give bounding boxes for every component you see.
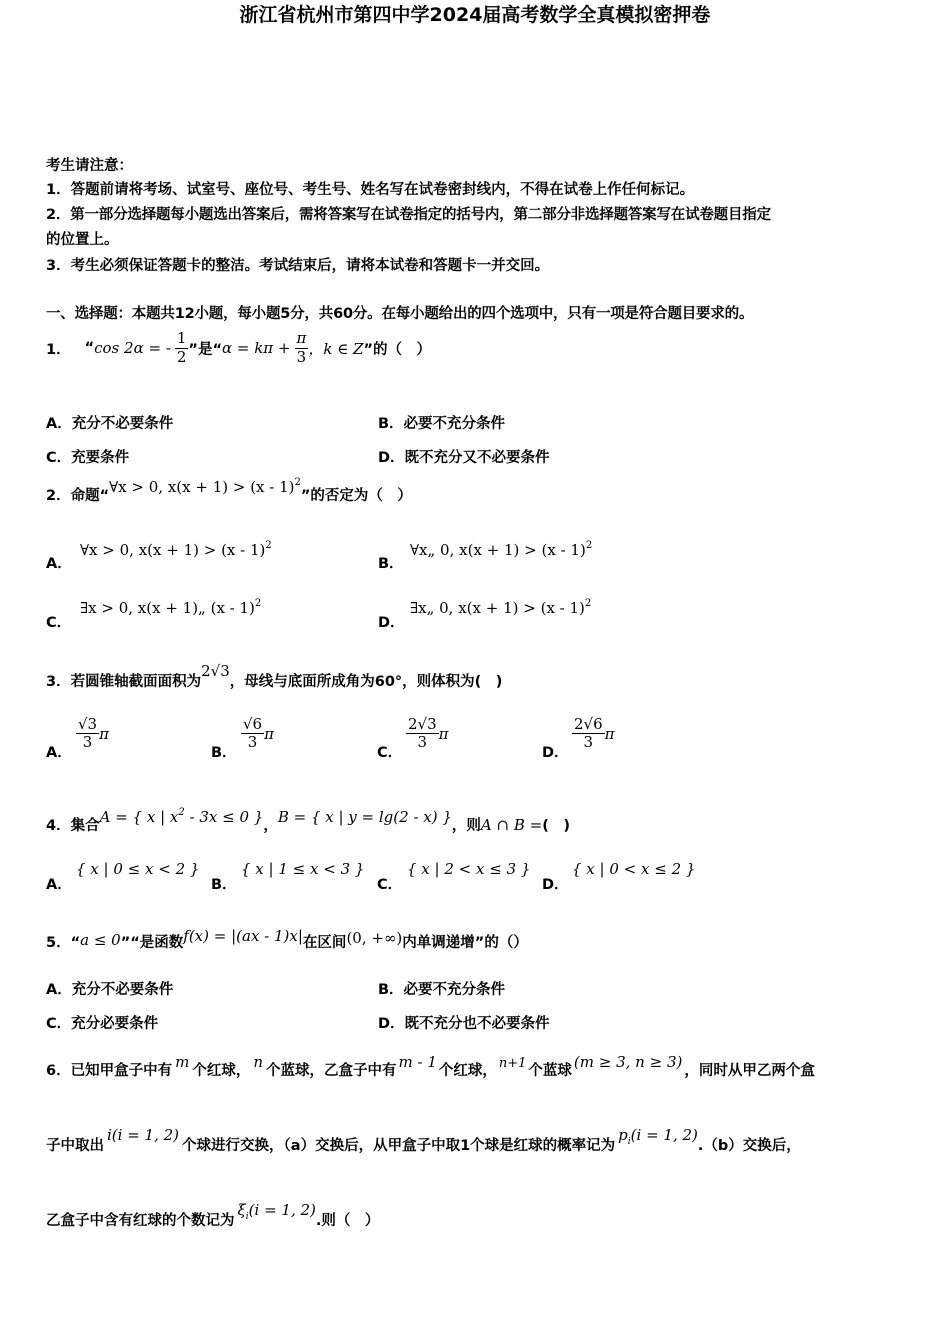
- q1-cos-denominator: 2: [176, 347, 187, 366]
- section-heading: 一、选择题：本题共12小题，每小题5分，共60分。在每小题给出的四个选项中，只有一项是符合题目要求的。: [46, 306, 754, 322]
- q3-option-b[interactable]: [241, 716, 274, 752]
- q6-n: n: [253, 1053, 263, 1071]
- q4-set-a: [100, 808, 264, 826]
- q5-option-d[interactable]: D．既不充分也不必要条件: [378, 1016, 550, 1032]
- q6-i-range: i(i = 1, 2): [107, 1126, 180, 1144]
- q1-cos-numerator: 1: [176, 329, 187, 348]
- q3-option-d-numerator: 2√6: [574, 715, 603, 733]
- q2-option-c[interactable]: [80, 598, 261, 617]
- q1-cos-expression: cos 2α = -: [94, 339, 171, 357]
- question-6-line-2: [46, 1126, 801, 1157]
- q2-stem-start: 2．命题“: [46, 488, 110, 504]
- q1-option-a[interactable]: A．充分不必要条件: [46, 416, 174, 432]
- q6-xi-i: [237, 1201, 316, 1222]
- q1-pi-numerator: π: [296, 329, 307, 348]
- q5-option-a[interactable]: A．充分不必要条件: [46, 982, 174, 998]
- q4-set-a-start: A = { x | x: [99, 808, 179, 826]
- q3-option-b-pi: π: [264, 724, 274, 743]
- q2-option-a-square: 2: [265, 540, 272, 551]
- q5-interval: (0, +∞): [346, 929, 403, 947]
- question-4: [46, 807, 570, 835]
- question-1: [46, 326, 431, 370]
- q6-xi-range: (i = 1, 2): [248, 1201, 316, 1219]
- notice-heading: 考生请注意：: [46, 158, 133, 174]
- q6-text-1: 6．已知甲盒子中有: [46, 1063, 173, 1079]
- q6-p-subscript: i: [627, 1137, 631, 1147]
- q6-text-7: 子中取出: [46, 1138, 104, 1154]
- q6-p-symbol: p: [618, 1126, 628, 1144]
- q4-option-d-label[interactable]: D．: [542, 877, 569, 893]
- q2-option-a-math: ∀x > 0, x(x + 1) > (x - 1): [80, 541, 266, 559]
- q2-option-b-math: ∀x„ 0, x(x + 1) > (x - 1): [410, 541, 586, 559]
- q6-p-range: (i = 1, 2): [630, 1126, 698, 1144]
- q6-text-5: 个蓝球: [528, 1063, 572, 1079]
- q3-option-d-label[interactable]: D．: [542, 745, 569, 761]
- q5-stem-start: 5．“: [46, 935, 81, 951]
- page-title: 浙江省杭州市第四中学2024届高考数学全真模拟密押卷: [239, 4, 711, 26]
- question-5: [46, 927, 528, 952]
- q6-n-plus-1: n+1: [498, 1056, 527, 1071]
- question-6-line-3: [46, 1201, 380, 1232]
- q3-option-d-denominator: 3: [583, 733, 594, 752]
- q3-option-b-denominator: 3: [247, 733, 258, 752]
- q6-m: m: [175, 1053, 190, 1071]
- q1-option-d[interactable]: D．既不充分又不必要条件: [378, 450, 550, 466]
- q3-stem-math: 2√3: [201, 662, 230, 680]
- q2-option-c-square: 2: [254, 598, 262, 609]
- q6-p-i: [618, 1126, 698, 1147]
- q3-option-b-label[interactable]: B．: [211, 745, 237, 761]
- q1-alpha-expression: α = kπ +: [221, 339, 291, 357]
- question-6-line-1: [46, 1053, 815, 1080]
- q4-intersection: A ∩ B =: [480, 816, 543, 834]
- q1-k-in-z: ，k ∈ Z: [308, 339, 364, 358]
- q4-comma: ，: [263, 818, 278, 834]
- q2-option-a-label[interactable]: A．: [46, 556, 72, 572]
- q5-option-c[interactable]: C．充分必要条件: [46, 1016, 159, 1032]
- q3-stem-end: ，母线与底面所成角为60°，则体积为( ): [229, 674, 503, 690]
- q4-option-c[interactable]: { x | 2 < x ≤ 3 }: [407, 860, 531, 878]
- q2-option-c-label[interactable]: C．: [46, 615, 72, 631]
- q3-stem-start: 3．若圆锥轴截面面积为: [46, 674, 202, 690]
- q4-option-c-label[interactable]: C．: [377, 877, 403, 893]
- q4-option-b[interactable]: { x | 1 ≤ x < 3 }: [241, 860, 365, 878]
- q2-option-a[interactable]: [80, 540, 272, 559]
- q2-option-d-label[interactable]: D．: [378, 615, 405, 631]
- q3-option-b-numerator: √6: [243, 715, 263, 733]
- q6-text-11: .则（ ）: [315, 1213, 380, 1229]
- q2-option-d-square: 2: [584, 598, 592, 609]
- q3-option-d-pi: π: [604, 724, 615, 743]
- q4-set-a-end: - 3x ≤ 0 }: [184, 808, 264, 826]
- notice-item-2-cont: 的位置上。: [46, 232, 119, 248]
- q3-option-a-pi: π: [99, 724, 109, 743]
- q3-option-a-numerator: √3: [78, 715, 98, 733]
- q2-stem-end: ”的否定为（ ）: [300, 488, 412, 504]
- q2-stem-math: [109, 478, 301, 496]
- q1-number: 1．: [46, 341, 71, 358]
- q3-option-a-fraction: [76, 716, 99, 752]
- q2-option-c-math: ∃x > 0, x(x + 1)„ (x - 1): [80, 599, 255, 617]
- q6-text-8: 个球进行交换，（a）交换后，从甲盒子中取1个球是红球的概率记为: [182, 1138, 616, 1154]
- q6-xi-subscript: i: [245, 1212, 249, 1222]
- q6-text-9: .（b）交换后，: [697, 1138, 801, 1154]
- q2-option-d[interactable]: [410, 598, 591, 617]
- q2-option-b-square: 2: [585, 540, 593, 551]
- q1-pi-denominator: 3: [296, 347, 307, 366]
- q3-option-d[interactable]: [572, 716, 615, 752]
- q2-stem-expression: ∀x > 0, x(x + 1) > (x - 1): [109, 478, 295, 496]
- q1-pi-fraction: [295, 330, 309, 366]
- q4-option-d[interactable]: { x | 0 < x ≤ 2 }: [572, 860, 696, 878]
- q4-stem-start: 4．集合: [46, 818, 100, 834]
- question-2: [46, 477, 412, 505]
- q2-stem-square: 2: [294, 477, 301, 488]
- q3-option-d-fraction: [572, 716, 605, 752]
- notice-item-1: 1．答题前请将考场、试室号、座位号、考生号、姓名写在试卷密封线内，不得在试卷上作任何标记。: [46, 182, 695, 198]
- q6-text-4: 个红球，: [438, 1063, 497, 1079]
- q5-condition: a ≤ 0: [80, 931, 121, 949]
- q5-stem-interval: 在区间: [302, 935, 347, 951]
- q3-option-b-fraction: [241, 716, 264, 752]
- q1-mid-text: ”是“: [188, 341, 222, 358]
- q5-option-b[interactable]: B．必要不充分条件: [378, 982, 506, 998]
- q6-text-6: ，同时从甲乙两个盒: [684, 1063, 815, 1079]
- q1-cos-fraction: [175, 330, 189, 366]
- q3-option-c-pi: π: [438, 724, 449, 743]
- q3-option-c[interactable]: [406, 716, 449, 752]
- q3-option-a[interactable]: [76, 716, 109, 752]
- q3-option-c-denominator: 3: [417, 733, 428, 752]
- q4-stem-then: ，则: [451, 818, 481, 834]
- q6-text-3: 个蓝球，乙盒子中有: [266, 1063, 397, 1079]
- notice-item-3: 3．考生必须保证答题卡的整洁。考试结束后，请将本试卷和答题卡一并交回。: [46, 258, 550, 274]
- q1-end-text: ”的（ ）: [363, 341, 432, 358]
- q2-option-d-math: ∃x„ 0, x(x + 1) > (x - 1): [410, 599, 585, 617]
- q2-option-b-label[interactable]: B．: [378, 556, 404, 572]
- q6-xi-symbol: ξ: [237, 1201, 246, 1219]
- q4-set-a-square: 2: [178, 807, 185, 818]
- q5-stem-func: ”“是函数: [120, 935, 184, 951]
- q5-stem-end: 内单调递增”的（）: [402, 935, 528, 951]
- q5-function: f(x) = |(ax - 1)x|: [183, 927, 303, 945]
- q3-option-a-label[interactable]: A．: [46, 745, 72, 761]
- q4-paren: ( ): [542, 818, 570, 834]
- q2-option-b[interactable]: [410, 540, 592, 559]
- question-3: [46, 662, 503, 691]
- q6-condition: (m ≥ 3, n ≥ 3): [573, 1053, 683, 1071]
- q1-option-c[interactable]: C．充要条件: [46, 450, 130, 466]
- q4-option-a[interactable]: { x | 0 ≤ x < 2 }: [76, 860, 200, 878]
- q6-text-2: 个红球，: [192, 1063, 251, 1079]
- q3-option-c-fraction: [406, 716, 439, 752]
- q6-text-10: 乙盒子中含有红球的个数记为: [46, 1213, 235, 1229]
- q3-option-a-denominator: 3: [82, 733, 93, 752]
- notice-item-2: 2．第一部分选择题每小题选出答案后，需将答案写在试卷指定的括号内，第二部分非选择题答案写在试卷题目指定: [46, 207, 771, 223]
- q4-option-b-label[interactable]: B．: [211, 877, 237, 893]
- q3-option-c-numerator: 2√3: [408, 715, 437, 733]
- q4-option-a-label[interactable]: A．: [46, 877, 72, 893]
- q1-option-b[interactable]: B．必要不充分条件: [378, 416, 506, 432]
- q4-set-b: B = { x | y = lg(2 - x) }: [277, 808, 452, 826]
- q1-quote-open: “: [84, 340, 95, 356]
- q3-option-c-label[interactable]: C．: [377, 745, 403, 761]
- q6-m-minus-1: m - 1: [398, 1053, 437, 1071]
